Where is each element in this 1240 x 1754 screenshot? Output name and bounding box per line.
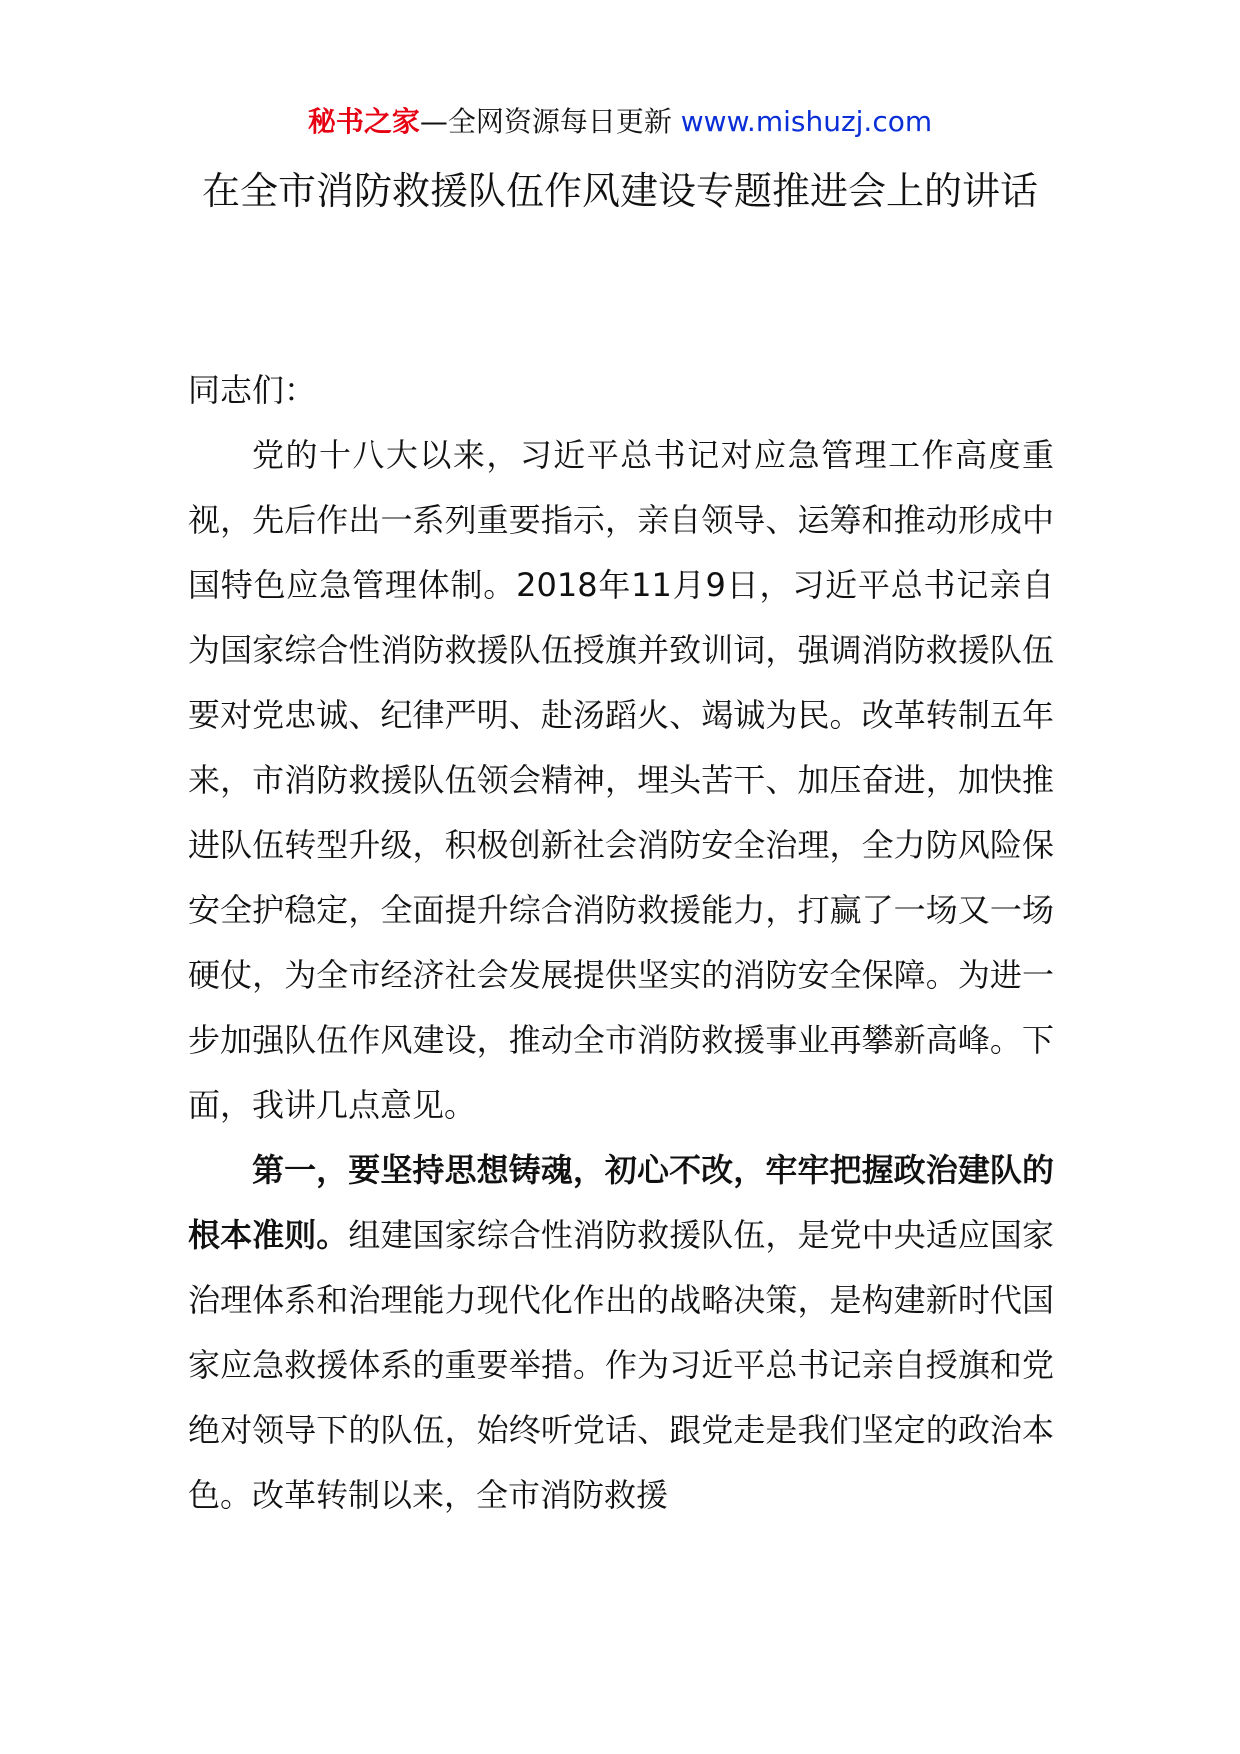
site-header — [0, 100, 1240, 144]
paragraph-2 — [188, 1138, 1054, 1528]
paragraph-1: 党的十八大以来，习近平总书记对应急管理工作高度重视，先后作出一系列重要指示，亲自领导、运筹和推动形成中国特色应急管理体制。2018年11月9日，习近平总书记亲自为国家综合性消防救援队伍授旗并致训词，强调消防救援队伍要对党忠诚、纪律严明、赴汤蹈火、竭诚为民。改革转制五年来，市消防救援队伍领会精神，埋头苦干、加压奋进，加快推进队伍转型升级，积极创新社会消防安全治理，全力防风险保安全护稳定，全面提升综合消防救援能力，打赢了一场又一场硬仗，为全市经济社会发展提供坚实的消防安全保障。为进一步加强队伍作风建设，推动全市消防救援事业再攀新高峰。下面，我讲几点意见。 — [188, 436, 1054, 1124]
salutation: 同志们： — [188, 371, 317, 409]
site-url: www.mishuzj.com — [680, 105, 933, 138]
document-title: 在全市消防救援队伍作风建设专题推进会上的讲话 — [201, 169, 1038, 213]
brand-name: 秘书之家 — [307, 105, 420, 138]
header-tagline: —全网资源每日更新 — [419, 105, 681, 138]
paragraph-2-text: 组建国家综合性消防救援队伍，是党中央适应国家治理体系和治理能力现代化作出的战略决策，是构建新时代国家应急救援体系的重要举措。作为习近平总书记亲自授旗和党绝对领导下的队伍，始终听党话、跟党走是我们坚定的政治本色。改革转制以来，全市消防救援 — [188, 1216, 1054, 1514]
paragraph-2-lead: 第一，要坚持思想铸魂，初心不改，牢牢把握政治建队的根本准则。 — [188, 1151, 1054, 1254]
document-body — [188, 358, 1054, 1528]
